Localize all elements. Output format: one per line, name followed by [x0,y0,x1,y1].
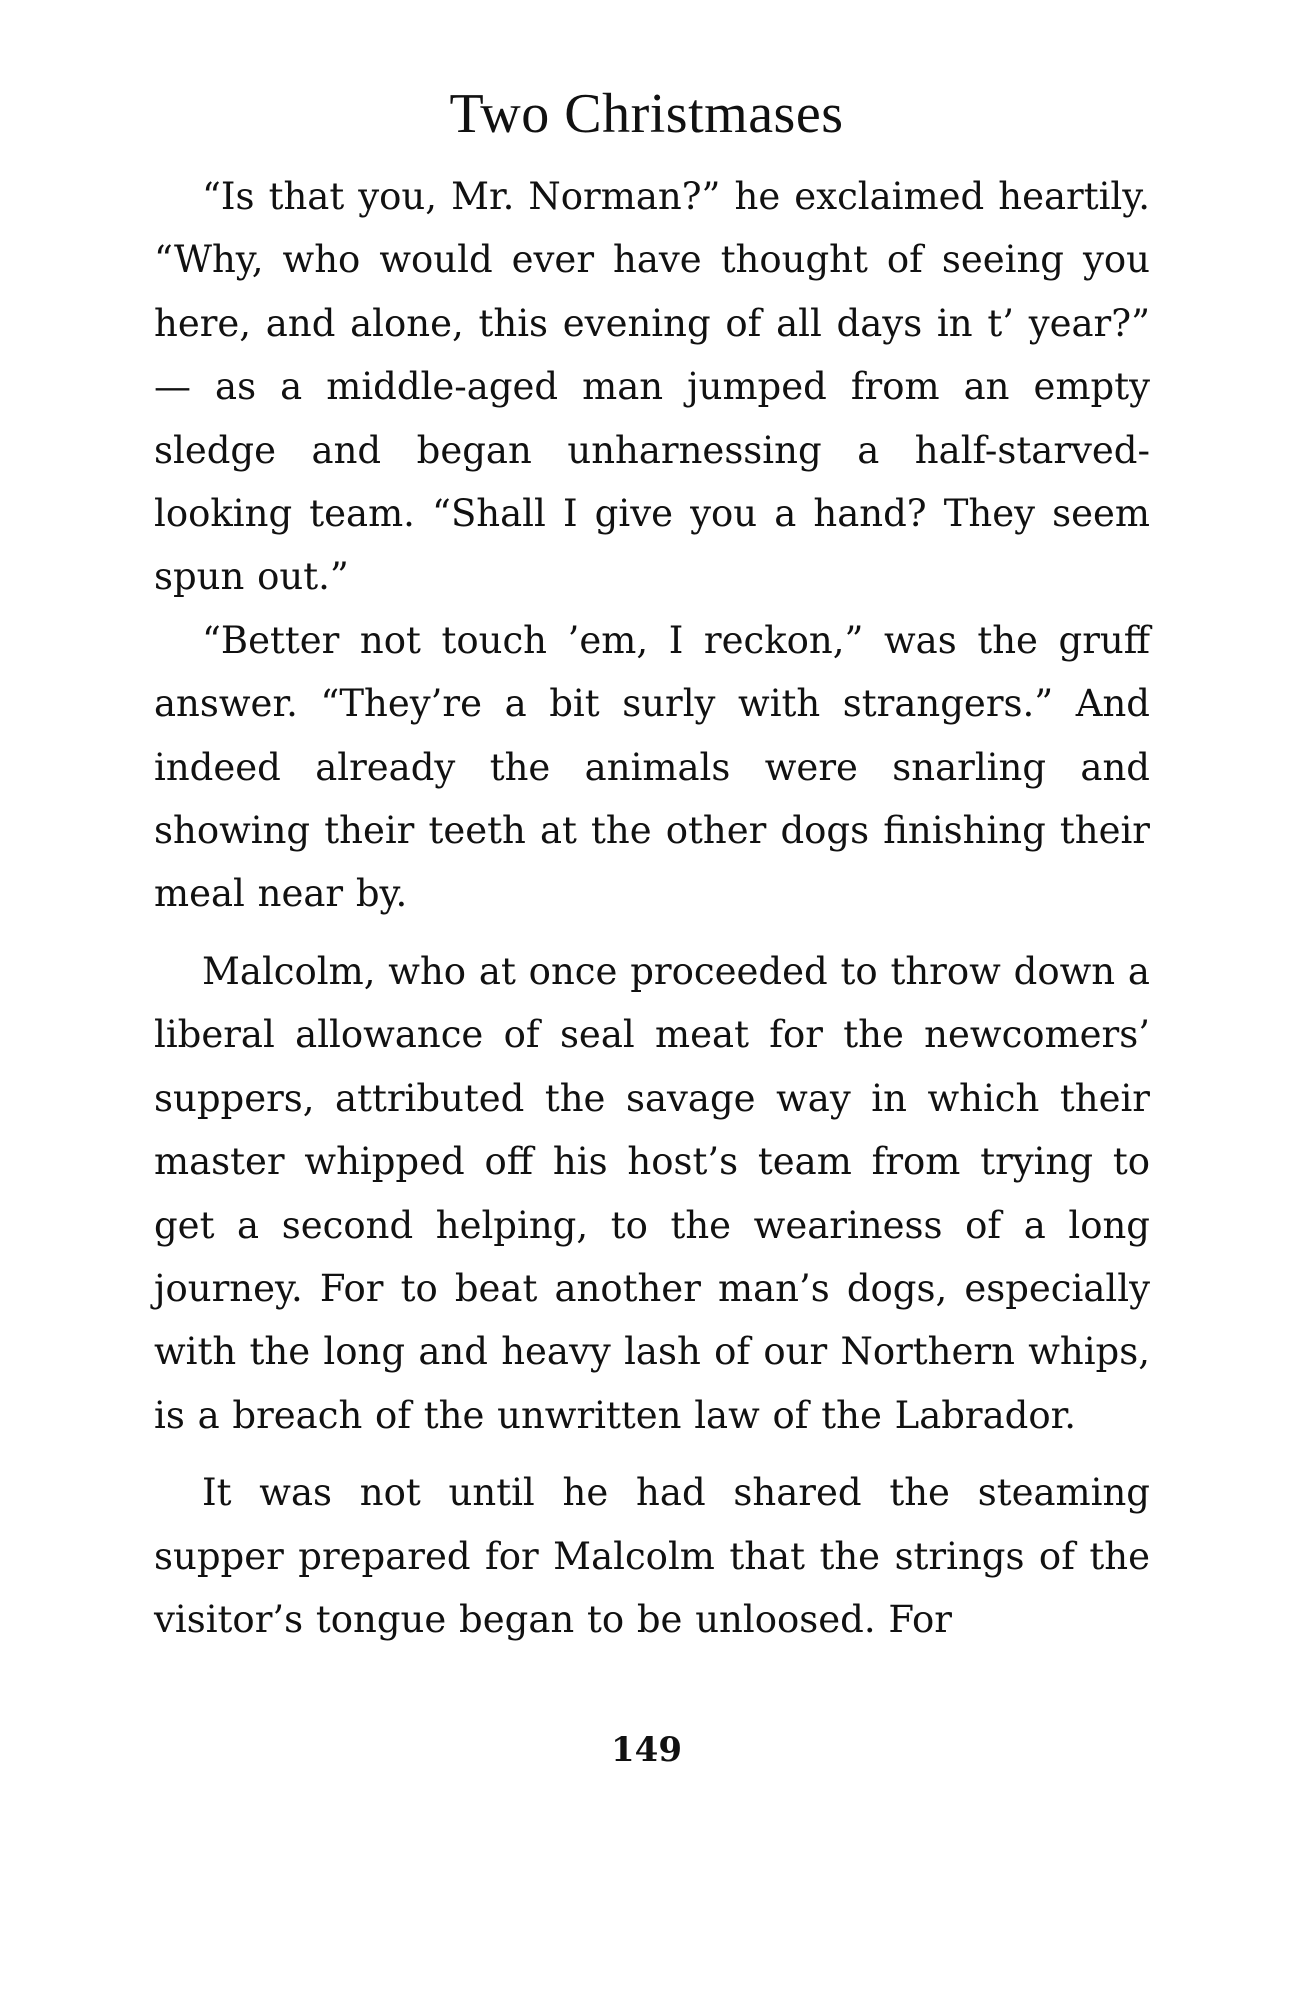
page-number: 149 [611,1730,682,1770]
running-title: Two Christmases [449,83,844,145]
paragraph: “Better not touch ’em, I reckon,” was the gruff answer. “They’re a bit surly with strangers.” And indeed already the animals were snarling and showing their teeth at the other dogs finishing their meal near by. [154,618,1150,916]
paragraph: “Is that you, Mr. Norman?” he exclaimed heartily. “Why, who would ever have thought of seeing you here, and alone, this evening of all days in t’ year?” — as a middle-aged man jumped from an empty sledge and began unharnessing a half-starved-looking team. “Shall I give you a hand? They seem spun out.” [154,175,1150,599]
body-text [154,165,1150,1651]
paragraph: It was not until he had shared the steaming supper prepared for Malcolm that the strings of the visitor’s tongue began to be unloosed. For [154,1471,1150,1641]
paragraph: Malcolm, who at once proceeded to throw down a liberal allowance of seal meat for the newcomers’ suppers, attributed the savage way in which their master whipped off his host’s team from trying to get a second helping, to the weariness of a long journey. For to beat another man’s dogs, especially with the long and heavy lash of our Northern whips, is a breach of the unwritten law of the Labrador. [154,949,1150,1437]
